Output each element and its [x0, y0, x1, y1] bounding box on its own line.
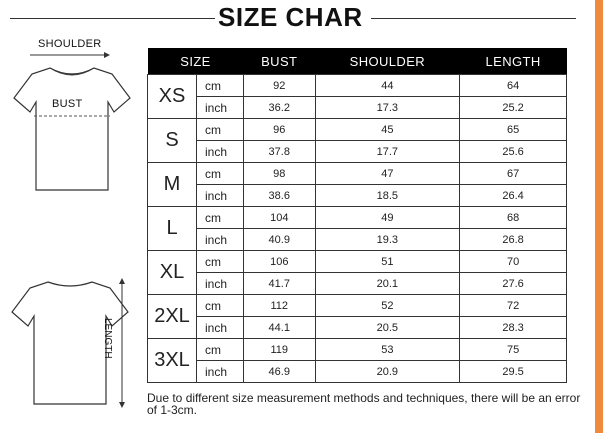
bust-label: BUST — [52, 98, 83, 110]
bust-value: 41.7 — [244, 273, 316, 295]
bust-value: 104 — [244, 207, 316, 229]
size-label: XL — [148, 251, 197, 295]
shoulder-label: SHOULDER — [38, 38, 102, 50]
bust-value: 106 — [244, 251, 316, 273]
page-title: SIZE CHAR — [218, 2, 363, 32]
length-value: 65 — [460, 119, 567, 141]
size-table-body — [148, 75, 567, 383]
table-row — [148, 163, 567, 185]
shoulder-value: 17.7 — [315, 141, 460, 163]
unit-label: cm — [197, 163, 244, 185]
length-value: 25.6 — [460, 141, 567, 163]
table-row — [148, 97, 567, 119]
size-label: 2XL — [148, 295, 197, 339]
unit-label: inch — [197, 141, 244, 163]
unit-label: inch — [197, 229, 244, 251]
unit-label: cm — [197, 207, 244, 229]
unit-label: cm — [197, 251, 244, 273]
orange-accent-bar — [595, 0, 603, 433]
title-block — [0, 4, 590, 30]
shoulder-value: 47 — [315, 163, 460, 185]
header-bust: BUST — [244, 48, 316, 75]
length-value: 68 — [460, 207, 567, 229]
table-row — [148, 251, 567, 273]
shoulder-value: 19.3 — [315, 229, 460, 251]
shoulder-value: 17.3 — [315, 97, 460, 119]
table-row — [148, 207, 567, 229]
header-size: SIZE — [148, 48, 244, 75]
size-label: S — [148, 119, 197, 163]
table-row — [148, 75, 567, 97]
shoulder-value: 53 — [315, 339, 460, 361]
length-value: 26.4 — [460, 185, 567, 207]
bust-value: 44.1 — [244, 317, 316, 339]
bust-value: 98 — [244, 163, 316, 185]
length-value: 28.3 — [460, 317, 567, 339]
unit-label: cm — [197, 75, 244, 97]
bust-value: 40.9 — [244, 229, 316, 251]
size-label: 3XL — [148, 339, 197, 383]
bust-value: 96 — [244, 119, 316, 141]
table-row — [148, 339, 567, 361]
bust-value: 119 — [244, 339, 316, 361]
unit-label: cm — [197, 295, 244, 317]
shoulder-value: 18.5 — [315, 185, 460, 207]
length-value: 26.8 — [460, 229, 567, 251]
bust-value: 37.8 — [244, 141, 316, 163]
length-value: 27.6 — [460, 273, 567, 295]
bust-value: 36.2 — [244, 97, 316, 119]
shoulder-value: 20.1 — [315, 273, 460, 295]
size-label: L — [148, 207, 197, 251]
table-row — [148, 361, 567, 383]
table-row — [148, 273, 567, 295]
shoulder-value: 20.9 — [315, 361, 460, 383]
table-row — [148, 229, 567, 251]
shoulder-value: 51 — [315, 251, 460, 273]
length-value: 75 — [460, 339, 567, 361]
length-value: 72 — [460, 295, 567, 317]
unit-label: inch — [197, 273, 244, 295]
table-row — [148, 185, 567, 207]
length-value: 25.2 — [460, 97, 567, 119]
table-row — [148, 295, 567, 317]
length-value: 64 — [460, 75, 567, 97]
unit-label: inch — [197, 185, 244, 207]
bust-value: 112 — [244, 295, 316, 317]
shoulder-arrow-icon — [30, 52, 110, 58]
size-label: XS — [148, 75, 197, 119]
size-chart-table — [147, 48, 567, 383]
table-header-row — [148, 48, 567, 75]
title-rule-right — [371, 18, 576, 19]
tshirt-front-icon — [8, 60, 136, 200]
length-value: 67 — [460, 163, 567, 185]
table-row — [148, 119, 567, 141]
tshirt-back-icon — [6, 274, 134, 414]
bust-value: 38.6 — [244, 185, 316, 207]
length-value: 29.5 — [460, 361, 567, 383]
shoulder-value: 45 — [315, 119, 460, 141]
shoulder-value: 52 — [315, 295, 460, 317]
shoulder-value: 44 — [315, 75, 460, 97]
unit-label: inch — [197, 361, 244, 383]
measurement-note: Due to different size measurement methods and techniques, there will be an error of 1-3cm. — [147, 391, 581, 417]
header-shoulder: SHOULDER — [315, 48, 460, 75]
unit-label: inch — [197, 97, 244, 119]
length-label: LENGTH — [102, 318, 113, 359]
shoulder-value: 49 — [315, 207, 460, 229]
unit-label: cm — [197, 339, 244, 361]
table-row — [148, 141, 567, 163]
length-value: 70 — [460, 251, 567, 273]
unit-label: inch — [197, 317, 244, 339]
title-rule-left — [10, 18, 215, 19]
shoulder-value: 20.5 — [315, 317, 460, 339]
size-label: M — [148, 163, 197, 207]
header-length: LENGTH — [460, 48, 567, 75]
table-row — [148, 317, 567, 339]
bust-value: 92 — [244, 75, 316, 97]
bust-value: 46.9 — [244, 361, 316, 383]
unit-label: cm — [197, 119, 244, 141]
